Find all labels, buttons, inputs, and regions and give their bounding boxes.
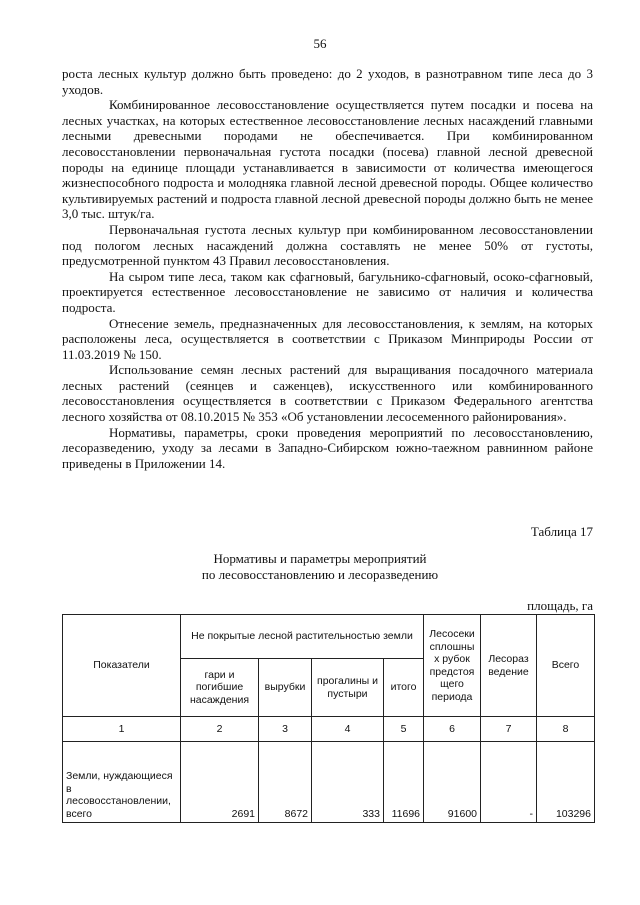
cell-total: 103296: [537, 742, 595, 823]
paragraph: Отнесение земель, предназначенных для лесовосстановления, к землям, на которых расположены леса, осуществляется в соответствии с Приказом Минприроды России от 11.03.2019 № 150.: [62, 315, 593, 362]
column-number: 3: [259, 717, 312, 742]
paragraph: Комбинированное лесовосстановление осуществляется путем посадки и посева на лесных участках, на которых естественное лесовосстановление лесных насаждений главными лесными древесными породами не обеспечивается. При комбинированном лесовосстановлении первоначальная густота посадки (посева) главной лесной древесной породы на единице площади устанавливается в зависимости от количества имеющегося жизнеспособного подроста и молодняка главной лесной древесной породы. Общее количество культивируемых растений и подроста главной лесной древесной породы должно быть не менее 3,0 тыс. штук/га.: [62, 97, 593, 222]
column-number: 8: [537, 717, 595, 742]
column-number: 5: [384, 717, 424, 742]
column-number: 4: [312, 717, 384, 742]
table-header-row: [63, 615, 595, 659]
cell-afforestation: -: [481, 742, 537, 823]
header-burned: гари и погибшие насаждения: [181, 659, 259, 717]
paragraph: Первоначальная густота лесных культур при комбинированном лесовосстановлении под пологом лесных насаждений должна составлять не менее 50% от густоты, предусмотренной пунктом 43 Правил лесовосстановления.: [62, 221, 593, 269]
column-number: 6: [424, 717, 481, 742]
column-number: 1: [63, 717, 181, 742]
cell-clearings: 8672: [259, 742, 312, 823]
table-label: Таблица 17: [530, 524, 593, 539]
header-clearings: вырубки: [259, 659, 312, 717]
column-number: 2: [181, 717, 259, 742]
header-subtotal: итого: [384, 659, 424, 717]
header-glades: прогалины и пустыри: [312, 659, 384, 717]
header-cutting-areas: Лесосеки сплошны х рубок предстоя щего периода: [424, 615, 481, 717]
norms-table: [62, 614, 595, 823]
paragraph: роста лесных культур должно быть проведено: до 2 уходов, в разнотравном типе леса до 3 уходов.: [62, 66, 593, 97]
table-units: площадь, га: [527, 598, 593, 613]
row-label: Земли, нуждающиеся в лесовосстановлении, всего: [63, 742, 181, 823]
column-number: 7: [481, 717, 537, 742]
header-not-covered: Не покрытые лесной растительностью земли: [181, 615, 424, 659]
header-indicators: Показатели: [63, 615, 181, 717]
table-title: [0, 551, 640, 582]
table-row: [63, 742, 595, 823]
column-numbers-row: [63, 717, 595, 742]
table-title-line: Нормативы и параметры мероприятий: [213, 551, 427, 566]
cell-glades: 333: [312, 742, 384, 823]
body-text: [62, 66, 593, 471]
header-total: Всего: [537, 615, 595, 717]
paragraph: Использование семян лесных растений для выращивания посадочного материала лесных растений (сеянцев и саженцев), искусственного или комбинированного лесовосстановления осуществляется в соответствии с Приказом Федерального агентства лесного хозяйства от 08.10.2015 № 353 «Об установлении лесосеменного районирования».: [62, 362, 593, 425]
header-afforestation: Лесораз ведение: [481, 615, 537, 717]
paragraph: Нормативы, параметры, сроки проведения мероприятий по лесовосстановлению, лесоразведению, уходу за лесами в Западно-Сибирском южно-таежном равнинном районе приведены в Приложении 14.: [62, 424, 593, 471]
cell-cutting-areas: 91600: [424, 742, 481, 823]
cell-subtotal: 11696: [384, 742, 424, 823]
table-title-line: по лесовосстановлению и лесоразведению: [201, 566, 439, 582]
paragraph: На сыром типе леса, таком как сфагновый, багульнико-сфагновый, осоко-сфагновый, проектируется естественное лесовосстановление не зависимо от наличия и количества подроста.: [62, 268, 593, 315]
page-number: 56: [313, 36, 327, 51]
cell-burned: 2691: [181, 742, 259, 823]
